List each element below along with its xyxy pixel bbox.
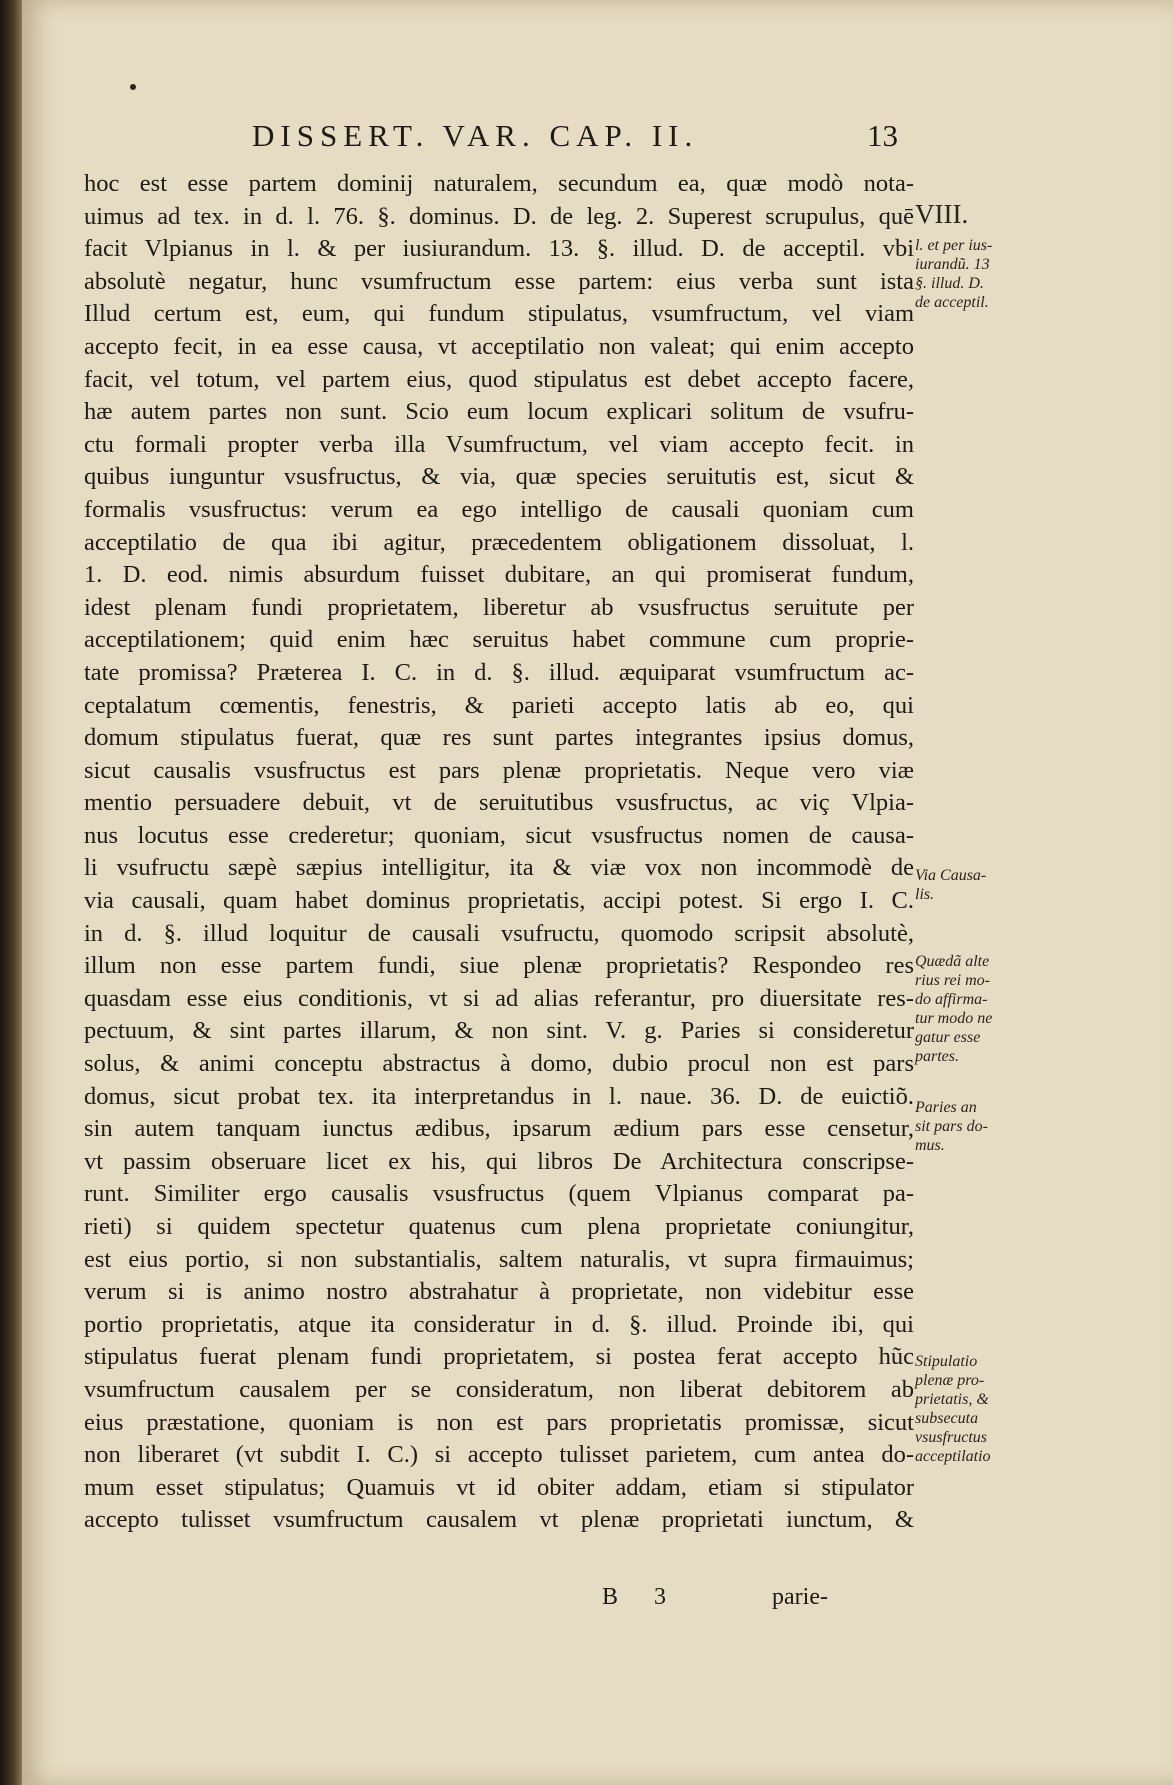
- text-line: 1. D. eod. nimis absurdum fuisset dubitare, an qui promiserat fundum,: [84, 561, 914, 589]
- margin-note-citation: l. et per ius- iurandũ. 13 §. illud. D. de acceptil.: [915, 237, 993, 311]
- text-line: quibus iunguntur vsusfructus, & via, quæ species seruitutis est, sicut &: [84, 463, 914, 491]
- text-line: stipulatus fuerat plenam fundi proprietatem, si postea ferat accepto hũc: [84, 1343, 914, 1371]
- text-line: facit, vel totum, vel partem eius, quod stipulatus est debet accepto facere,: [84, 365, 914, 393]
- text-line: domum stipulatus fuerat, quæ res sunt partes integrantes ipsius domus,: [84, 724, 914, 752]
- text-line: ctu formali propter verba illa Vsumfructum, vel viam accepto fecit. in: [84, 430, 914, 458]
- margin-note-stipulatio: Stipulatio plenæ pro- prietatis, & subsecuta vsusfructus acceptilatio: [915, 1353, 991, 1465]
- text-line: ceptalatum cœmentis, fenestris, & parieti accepto latis ab eo, qui: [84, 691, 914, 719]
- margin-note-via-causalis: Via Causa- lis.: [915, 867, 987, 903]
- text-line: quasdam esse eius conditionis, vt si ad alias referantur, pro diuersitate res-: [84, 984, 914, 1012]
- text-line: nus locutus esse crederetur; quoniam, sicut vsusfructus nomen de causa-: [84, 821, 914, 849]
- text-line: vt passim obseruare licet ex his, qui libros De Architectura conscripse-: [84, 1147, 914, 1175]
- text-line: accepto tulisset vsumfructum causalem vt plenæ proprietati iunctum, &: [84, 1506, 914, 1534]
- ink-dot: [130, 84, 136, 90]
- text-line: non liberaret (vt subdit I. C.) si accepto tulisset parietem, cum antea do-: [84, 1441, 914, 1469]
- text-line: hoc est esse partem dominij naturalem, secundum ea, quæ modò nota-: [84, 170, 914, 197]
- book-binding-gutter: [0, 0, 22, 1785]
- text-line: uimus ad tex. in d. l. 76. §. dominus. D. de leg. 2. Superest scrupulus, quē: [84, 202, 914, 230]
- text-line: portio proprietatis, atque ita consideratur in d. §. illud. Proinde ibi, qui: [84, 1310, 914, 1338]
- text-line: mum esset stipulatus; Quamuis vt id obiter addam, etiam si stipulator: [84, 1473, 914, 1501]
- text-line: domus, sicut probat tex. ita interpretandus in l. naue. 36. D. de euictiõ.: [84, 1082, 914, 1110]
- text-line: via causali, quam habet dominus proprietatis, accipi potest. Si ergo I. C.: [84, 887, 914, 915]
- text-line: acceptilatio de qua ibi agitur, præcedentem obligationem dissoluat, l.: [84, 528, 914, 556]
- text-line: runt. Similiter ergo causalis vsusfructus (quem Vlpianus comparat pa-: [84, 1180, 914, 1208]
- margin-note-partes: Quædã alte rius rei mo- do affirma- tur modo ne gatur esse partes.: [915, 953, 993, 1065]
- text-line: vsumfructum causalem per se consideratum, non liberat debitorem ab: [84, 1375, 914, 1403]
- text-line: mentio persuadere debuit, vt de seruitutibus vsusfructus, ac viç Vlpia-: [84, 789, 914, 817]
- signature-number: 3: [654, 1584, 666, 1610]
- text-line: tate promissa? Præterea I. C. in d. §. illud. æquiparat vsumfructum ac-: [84, 658, 914, 686]
- text-line: acceptilationem; quid enim hæc seruitus habet commune cum proprie-: [84, 626, 914, 654]
- text-line: Illud certum est, eum, qui fundum stipulatus, vsumfructum, vel viam: [84, 300, 914, 328]
- catchword: parie-: [772, 1584, 828, 1610]
- text-line: eius præstatione, quoniam is non est pars proprietatis promissæ, sicut: [84, 1408, 914, 1436]
- text-line: solus, & animi conceptu abstractus à domo, dubio procul non est pars: [84, 1050, 914, 1078]
- page-number: 13: [867, 118, 898, 153]
- text-line: in d. §. illud loquitur de causali vsufructu, quomodo scripsit absolutè,: [84, 919, 914, 947]
- book-page: [22, 0, 1173, 1785]
- text-line: pectuum, & sint partes illarum, & non sint. V. g. Paries si consideretur: [84, 1017, 914, 1045]
- text-line: absolutè negatur, hunc vsumfructum esse partem: eius verba sunt ista: [84, 267, 914, 295]
- text-line: illum non esse partem fundi, siue plenæ proprietatis? Respondeo res: [84, 952, 914, 980]
- text-line: est eius portio, si non substantialis, saltem naturalis, vt supra firmauimus;: [84, 1245, 914, 1273]
- running-title: DISSERT. VAR. CAP. II.: [252, 118, 699, 153]
- text-line: idest plenam fundi proprietatem, liberetur ab vsusfructus seruitute per: [84, 593, 914, 621]
- main-text-block: [84, 168, 914, 1537]
- text-line: accepto fecit, in ea esse causa, vt acceptilatio non valeat; qui enim accepto: [84, 332, 914, 360]
- text-line: facit Vlpianus in l. & per iusiurandum. 13. §. illud. D. de acceptil. vbi: [84, 235, 914, 263]
- text-line: formalis vsusfructus: verum ea ego intelligo de causali quoniam cum: [84, 495, 914, 523]
- text-line: sicut causalis vsusfructus est pars plenæ proprietatis. Neque vero viæ: [84, 756, 914, 784]
- text-line: sin autem tanquam iunctus ædibus, ipsarum ædium pars esse censetur,: [84, 1115, 914, 1143]
- text-line: verum si is animo nostro abstrahatur à proprietate, non videbitur esse: [84, 1278, 914, 1306]
- text-line: li vsufructu sæpè sæpius intelligitur, ita & viæ vox non incommodè de: [84, 854, 914, 882]
- text-line: rieti) si quidem spectetur quatenus cum plena proprietate coniungitur,: [84, 1213, 914, 1240]
- signature-mark: B: [602, 1584, 619, 1610]
- margin-note-paries: Paries an sit pars do- mus.: [915, 1099, 988, 1154]
- text-line: hæ autem partes non sunt. Scio eum locum explicari solitum de vsufru-: [84, 398, 914, 426]
- margin-section-number: VIII.: [915, 199, 969, 229]
